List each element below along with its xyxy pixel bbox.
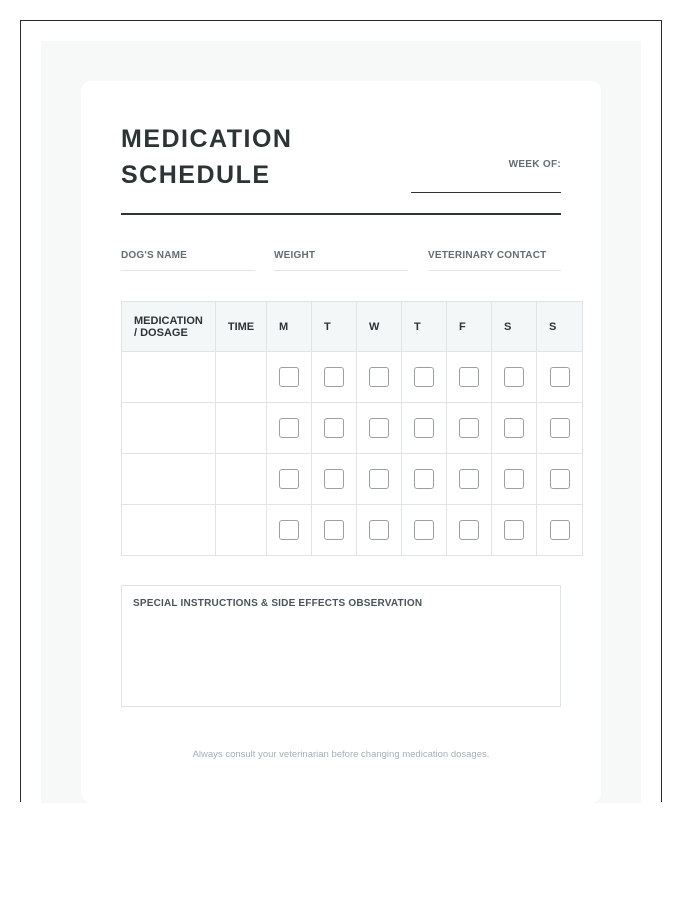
day-cell (312, 505, 357, 556)
dogs-name-label: DOG'S NAME (121, 250, 188, 261)
time-cell[interactable] (216, 403, 267, 454)
column-header-medication (122, 302, 216, 352)
schedule-card (81, 81, 601, 803)
day-cell (447, 505, 492, 556)
table-row (122, 403, 583, 454)
dose-checkbox[interactable] (550, 520, 570, 540)
dose-checkbox[interactable] (414, 367, 434, 387)
dose-checkbox[interactable] (279, 469, 299, 489)
title-line-1: MEDICATION (121, 125, 293, 153)
dose-checkbox[interactable] (550, 418, 570, 438)
day-cell (492, 454, 537, 505)
day-cell (402, 403, 447, 454)
day-cell (267, 403, 312, 454)
day-cell (267, 505, 312, 556)
day-cell (312, 403, 357, 454)
column-header-saturday (492, 302, 537, 352)
day-cell (267, 352, 312, 403)
column-header-medication-line-1: MEDICATION (134, 314, 203, 327)
medication-table (121, 301, 583, 556)
medication-cell[interactable] (122, 352, 216, 403)
day-cell (357, 352, 402, 403)
day-label: T (324, 320, 331, 333)
day-label: T (414, 320, 421, 333)
table-row (122, 352, 583, 403)
day-cell (492, 352, 537, 403)
day-cell (357, 454, 402, 505)
day-label: F (459, 320, 466, 333)
dose-checkbox[interactable] (504, 367, 524, 387)
title-line-2: SCHEDULE (121, 161, 271, 189)
special-instructions-label: SPECIAL INSTRUCTIONS & SIDE EFFECTS OBSERVATION (133, 598, 423, 609)
day-cell (447, 403, 492, 454)
week-of-label: WEEK OF: (508, 159, 561, 170)
day-cell (537, 352, 583, 403)
dose-checkbox[interactable] (279, 520, 299, 540)
day-cell (537, 403, 583, 454)
veterinary-contact-field[interactable] (428, 249, 561, 271)
column-header-medication-line-2: / DOSAGE (134, 326, 188, 339)
table-row (122, 505, 583, 556)
dose-checkbox[interactable] (279, 418, 299, 438)
medication-cell[interactable] (122, 403, 216, 454)
dose-checkbox[interactable] (459, 520, 479, 540)
weight-field[interactable] (274, 249, 408, 271)
day-cell (492, 403, 537, 454)
dose-checkbox[interactable] (369, 469, 389, 489)
dose-checkbox[interactable] (504, 469, 524, 489)
column-header-wednesday (357, 302, 402, 352)
week-of-field[interactable] (411, 157, 561, 193)
day-cell (492, 505, 537, 556)
day-label: S (549, 320, 557, 333)
dose-checkbox[interactable] (550, 367, 570, 387)
time-cell[interactable] (216, 505, 267, 556)
day-cell (357, 505, 402, 556)
dose-checkbox[interactable] (459, 469, 479, 489)
day-cell (537, 454, 583, 505)
dose-checkbox[interactable] (504, 520, 524, 540)
day-label: S (504, 320, 512, 333)
day-cell (447, 352, 492, 403)
page-backdrop (41, 41, 641, 803)
column-header-tuesday (312, 302, 357, 352)
dose-checkbox[interactable] (550, 469, 570, 489)
day-cell (357, 403, 402, 454)
dose-checkbox[interactable] (324, 520, 344, 540)
table-row (122, 454, 583, 505)
medication-cell[interactable] (122, 505, 216, 556)
dose-checkbox[interactable] (324, 418, 344, 438)
time-cell[interactable] (216, 454, 267, 505)
column-header-time: TIME (216, 302, 267, 352)
dose-checkbox[interactable] (369, 520, 389, 540)
page-frame (20, 20, 662, 802)
medication-cell[interactable] (122, 454, 216, 505)
column-header-thursday (402, 302, 447, 352)
day-cell (402, 454, 447, 505)
dose-checkbox[interactable] (459, 418, 479, 438)
column-header-sunday (537, 302, 583, 352)
dose-checkbox[interactable] (414, 469, 434, 489)
table-header-row (122, 302, 583, 352)
dose-checkbox[interactable] (504, 418, 524, 438)
day-cell (447, 454, 492, 505)
column-header-monday (267, 302, 312, 352)
dose-checkbox[interactable] (459, 367, 479, 387)
dose-checkbox[interactable] (324, 367, 344, 387)
time-cell[interactable] (216, 352, 267, 403)
day-label: W (369, 320, 380, 333)
column-header-friday (447, 302, 492, 352)
day-label: M (279, 320, 289, 333)
dose-checkbox[interactable] (414, 520, 434, 540)
footer-disclaimer: Always consult your veterinarian before changing medication dosages. (192, 749, 490, 760)
day-cell (537, 505, 583, 556)
day-cell (312, 352, 357, 403)
title-divider (121, 213, 561, 215)
page-title (121, 121, 361, 193)
dose-checkbox[interactable] (414, 418, 434, 438)
special-instructions-box[interactable] (121, 585, 561, 707)
dose-checkbox[interactable] (369, 418, 389, 438)
dose-checkbox[interactable] (279, 367, 299, 387)
dose-checkbox[interactable] (324, 469, 344, 489)
day-cell (267, 454, 312, 505)
day-cell (312, 454, 357, 505)
day-cell (402, 505, 447, 556)
dose-checkbox[interactable] (369, 367, 389, 387)
weight-label: WEIGHT (274, 250, 316, 261)
day-cell (402, 352, 447, 403)
dogs-name-field[interactable] (121, 249, 255, 271)
veterinary-contact-label: VETERINARY CONTACT (428, 250, 547, 261)
